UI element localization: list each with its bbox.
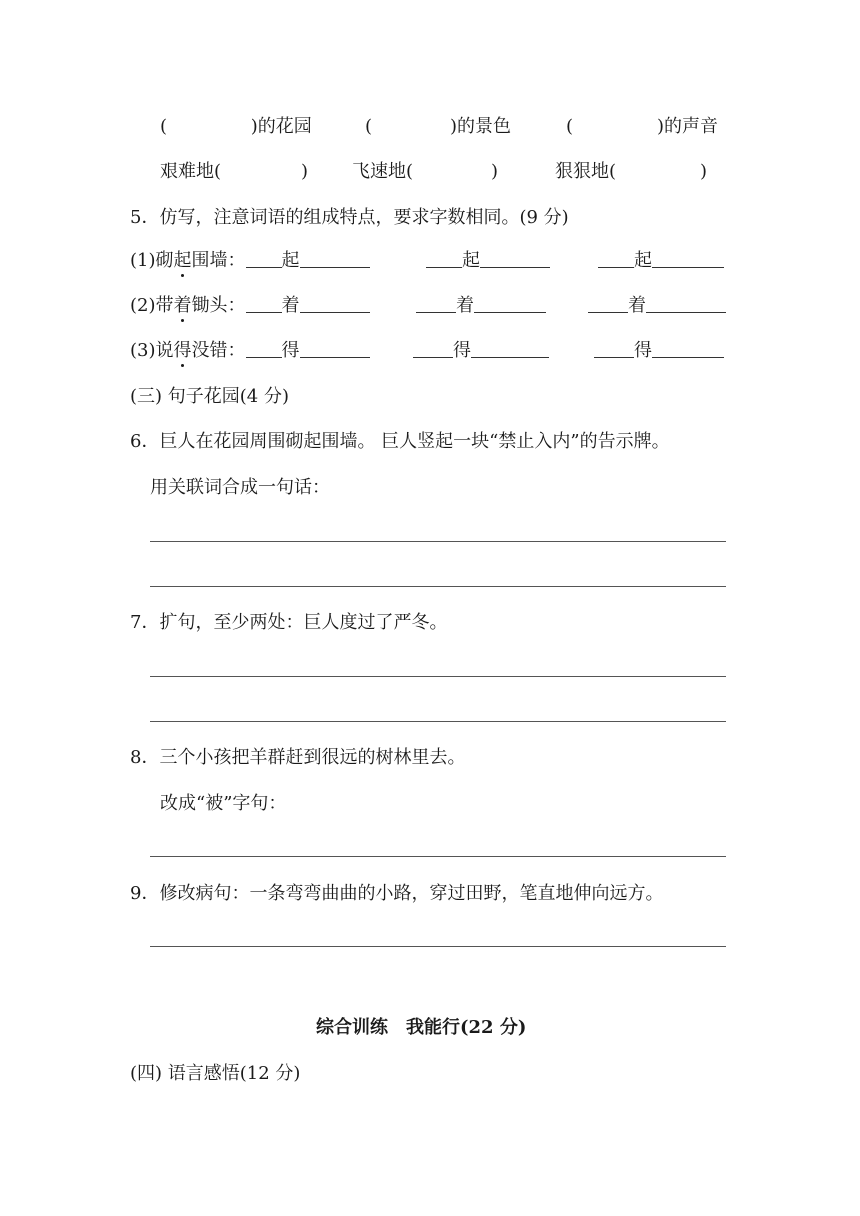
answer-line[interactable] [150, 541, 726, 542]
part-title: 综合训练 我能行(22 分) [316, 1017, 527, 1038]
paren-close: ) [700, 161, 708, 182]
q5-item-3-b: 得 [413, 339, 549, 363]
answer-blank[interactable] [474, 294, 546, 313]
q5-item-1: (1)砌起围墙： 起 [130, 249, 370, 273]
paren-open: ( [365, 116, 373, 137]
answer-blank[interactable] [246, 249, 282, 268]
adverb-label: 飞速地( [352, 161, 414, 182]
answer-blank[interactable] [416, 294, 456, 313]
answer-line[interactable] [150, 586, 726, 587]
paren-open: ( [566, 116, 574, 137]
adverb-label: 狠狠地( [555, 161, 617, 182]
answer-blank[interactable] [300, 294, 370, 313]
question-8-line-1: 8．三个小孩把羊群赶到很远的树林里去。 [130, 747, 466, 768]
question-6-line-1: 6．巨人在花园周围砌起围墙。 巨人竖起一块“禁止入内”的告示牌。 [130, 431, 670, 452]
paren-label: )的花园 [250, 116, 312, 137]
answer-blank[interactable] [652, 249, 724, 268]
answer-blank[interactable] [588, 294, 628, 313]
answer-line[interactable] [150, 676, 726, 677]
section-3-heading: (三) 句子花园(4 分) [130, 386, 289, 407]
fill-paren-2 [365, 115, 511, 139]
fill-paren-3 [566, 115, 718, 139]
emphasis-dot-char: 得 [173, 340, 192, 361]
emphasis-dot-char: 起 [173, 250, 192, 271]
fill-adverb-1 [160, 160, 308, 184]
answer-blank[interactable] [413, 339, 453, 358]
answer-line[interactable] [150, 721, 726, 722]
answer-blank[interactable] [652, 339, 724, 358]
answer-line[interactable] [150, 856, 726, 857]
answer-blank[interactable] [471, 339, 549, 358]
paren-open: ( [160, 116, 173, 137]
answer-blank[interactable] [300, 249, 370, 268]
question-8-line-2: 改成“被”字句： [160, 793, 287, 814]
answer-blank[interactable] [594, 339, 634, 358]
answer-blank[interactable] [426, 249, 462, 268]
answer-blank[interactable] [300, 339, 370, 358]
q5-item-3: (3)说得没错： 得 [130, 339, 370, 363]
adverb-label: 艰难地( [160, 161, 222, 182]
answer-blank[interactable] [646, 294, 726, 313]
question-6-line-2: 用关联词合成一句话： [150, 477, 330, 498]
q5-item-2-b: 着 [416, 294, 546, 318]
paren-close: ) [491, 161, 499, 182]
q5-item-2: (2)带着锄头： 着 [130, 294, 370, 318]
answer-line[interactable] [150, 946, 726, 947]
section-4-heading: (四) 语言感悟(12 分) [130, 1063, 301, 1084]
question-9: 9．修改病句：一条弯弯曲曲的小路，穿过田野，笔直地伸向远方。 [130, 883, 664, 904]
fill-adverb-2 [352, 160, 498, 184]
answer-blank[interactable] [480, 249, 550, 268]
fill-paren-1 [160, 115, 312, 139]
paren-label: )的声音 [657, 116, 719, 137]
question-5-title: 5．仿写，注意词语的组成特点，要求字数相同。(9 分) [130, 207, 569, 228]
answer-blank[interactable] [246, 294, 282, 313]
q5-item-2-c: 着 [588, 294, 726, 318]
answer-blank[interactable] [246, 339, 282, 358]
question-7: 7．扩句，至少两处：巨人度过了严冬。 [130, 612, 448, 633]
paren-close: ) [301, 161, 309, 182]
q5-item-1-c: 起 [598, 249, 724, 273]
q5-item-1-b: 起 [426, 249, 550, 273]
emphasis-dot-char: 着 [173, 295, 192, 316]
answer-blank[interactable] [598, 249, 634, 268]
fill-adverb-3 [555, 160, 707, 184]
q5-item-3-c: 得 [594, 339, 724, 363]
paren-label: )的景色 [450, 116, 512, 137]
